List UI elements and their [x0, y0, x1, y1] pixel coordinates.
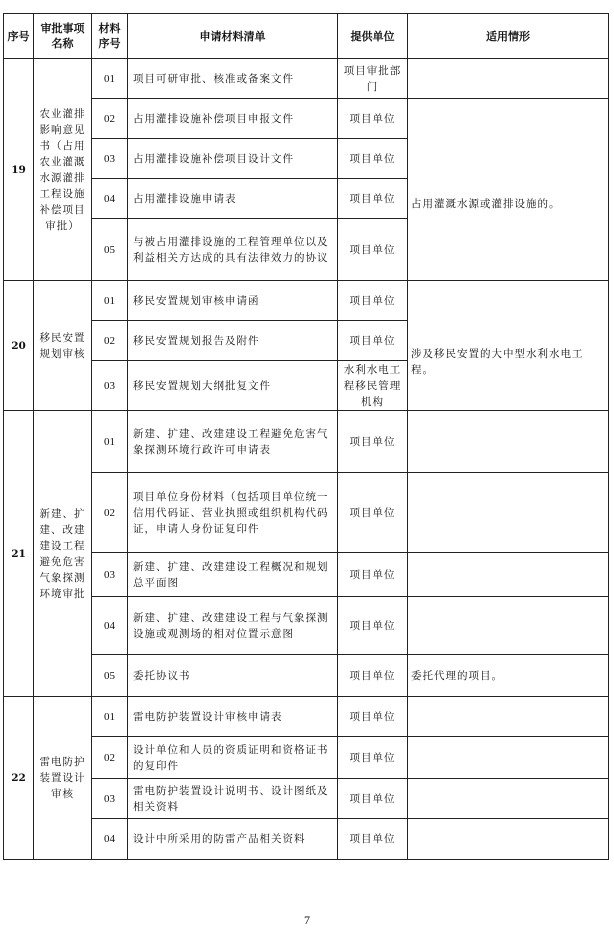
material-no: 05	[92, 655, 128, 697]
material-no: 03	[92, 139, 128, 179]
header-provider: 提供单位	[338, 14, 408, 59]
situation-cell	[408, 59, 609, 99]
table-row	[4, 99, 609, 139]
material-text: 与被占用灌排设施的工程管理单位以及利益相关方达成的具有法律效力的协议	[128, 219, 338, 281]
seq-cell: 20	[4, 281, 34, 411]
provider-cell: 项目单位	[338, 219, 408, 281]
provider-cell: 项目单位	[338, 597, 408, 655]
material-text: 雷电防护装置设计说明书、设计图纸及相关资料	[128, 779, 338, 819]
provider-cell: 项目单位	[338, 737, 408, 779]
table-row	[4, 473, 609, 553]
material-no: 05	[92, 219, 128, 281]
situation-cell	[408, 597, 609, 655]
item-name-cell: 新建、扩建、改建建设工程避免危害气象探测环境审批	[34, 411, 92, 697]
situation-cell: 委托代理的项目。	[408, 655, 609, 697]
situation-cell	[408, 819, 609, 860]
provider-cell: 项目单位	[338, 179, 408, 219]
header-materials: 申请材料清单	[128, 14, 338, 59]
material-text: 移民安置规划审核申请函	[128, 281, 338, 321]
provider-cell: 项目单位	[338, 411, 408, 473]
item-name-cell: 雷电防护装置设计审核	[34, 697, 92, 860]
situation-cell	[408, 99, 609, 281]
provider-cell: 项目单位	[338, 779, 408, 819]
situation-cell	[408, 281, 609, 411]
material-text: 移民安置规划大纲批复文件	[128, 361, 338, 411]
material-no: 03	[92, 553, 128, 597]
material-text: 新建、扩建、改建建设工程概况和规划总平面图	[128, 553, 338, 597]
header-situation: 适用情形	[408, 14, 609, 59]
table-row	[4, 697, 609, 737]
material-text: 雷电防护装置设计审核申请表	[128, 697, 338, 737]
provider-cell: 水利水电工程移民管理机构	[338, 361, 408, 411]
situation-cell	[408, 473, 609, 553]
provider-cell: 项目单位	[338, 139, 408, 179]
material-text: 移民安置规划报告及附件	[128, 321, 338, 361]
situation-cell	[408, 697, 609, 737]
provider-cell: 项目单位	[338, 473, 408, 553]
header-seq: 序号	[4, 14, 34, 59]
situation-text: 涉及移民安置的大中型水利水电工程。	[411, 347, 584, 376]
provider-cell: 项目单位	[338, 819, 408, 860]
table-row	[4, 779, 609, 819]
provider-cell: 项目单位	[338, 697, 408, 737]
material-text: 占用灌排设施补偿项目设计文件	[128, 139, 338, 179]
material-no: 02	[92, 99, 128, 139]
material-no: 01	[92, 697, 128, 737]
situation-text: 占用灌溉水源或灌排设施的。	[411, 197, 561, 210]
table-row	[4, 411, 609, 473]
material-text: 项目单位身份材料（包括项目单位统一信用代码证、营业执照或组织机构代码证，申请人身份证复印件	[128, 473, 338, 553]
header-row	[4, 14, 609, 59]
material-no: 01	[92, 59, 128, 99]
material-text: 委托协议书	[128, 655, 338, 697]
item-name-cell: 移民安置规划审核	[34, 281, 92, 411]
situation-cell	[408, 779, 609, 819]
situation-cell	[408, 553, 609, 597]
provider-cell: 项目单位	[338, 281, 408, 321]
materials-table	[3, 13, 609, 860]
seq-cell: 21	[4, 411, 34, 697]
table-row	[4, 553, 609, 597]
header-material-no: 材料序号	[92, 14, 128, 59]
seq-cell: 19	[4, 59, 34, 281]
material-text: 项目可研审批、核准或备案文件	[128, 59, 338, 99]
material-no: 03	[92, 361, 128, 411]
material-no: 04	[92, 597, 128, 655]
material-text: 设计单位和人员的资质证明和资格证书的复印件	[128, 737, 338, 779]
situation-cell	[408, 411, 609, 473]
situation-cell	[408, 737, 609, 779]
material-text: 设计中所采用的防雷产品相关资料	[128, 819, 338, 860]
material-no: 02	[92, 737, 128, 779]
material-no: 01	[92, 281, 128, 321]
material-no: 02	[92, 473, 128, 553]
provider-cell: 项目单位	[338, 99, 408, 139]
seq-cell: 22	[4, 697, 34, 860]
material-no: 04	[92, 819, 128, 860]
material-text: 占用灌排设施申请表	[128, 179, 338, 219]
material-text: 新建、扩建、改建建设工程避免危害气象探测环境行政许可申请表	[128, 411, 338, 473]
material-no: 02	[92, 321, 128, 361]
provider-cell: 项目审批部门	[338, 59, 408, 99]
provider-cell: 项目单位	[338, 655, 408, 697]
table-row	[4, 737, 609, 779]
header-item: 审批事项名称	[34, 14, 92, 59]
table-row	[4, 655, 609, 697]
table-row	[4, 597, 609, 655]
item-name-cell: 农业灌排影响意见书（占用农业灌溉水源灌排工程设施补偿项目审批）	[34, 59, 92, 281]
table-row	[4, 281, 609, 321]
material-text: 新建、扩建、改建建设工程与气象探测设施或观测场的相对位置示意图	[128, 597, 338, 655]
page-number: 7	[304, 913, 310, 927]
material-no: 01	[92, 411, 128, 473]
table-row	[4, 819, 609, 860]
material-no: 03	[92, 779, 128, 819]
material-no: 04	[92, 179, 128, 219]
material-text: 占用灌排设施补偿项目申报文件	[128, 99, 338, 139]
provider-cell: 项目单位	[338, 553, 408, 597]
table-row	[4, 59, 609, 99]
provider-cell: 项目单位	[338, 321, 408, 361]
